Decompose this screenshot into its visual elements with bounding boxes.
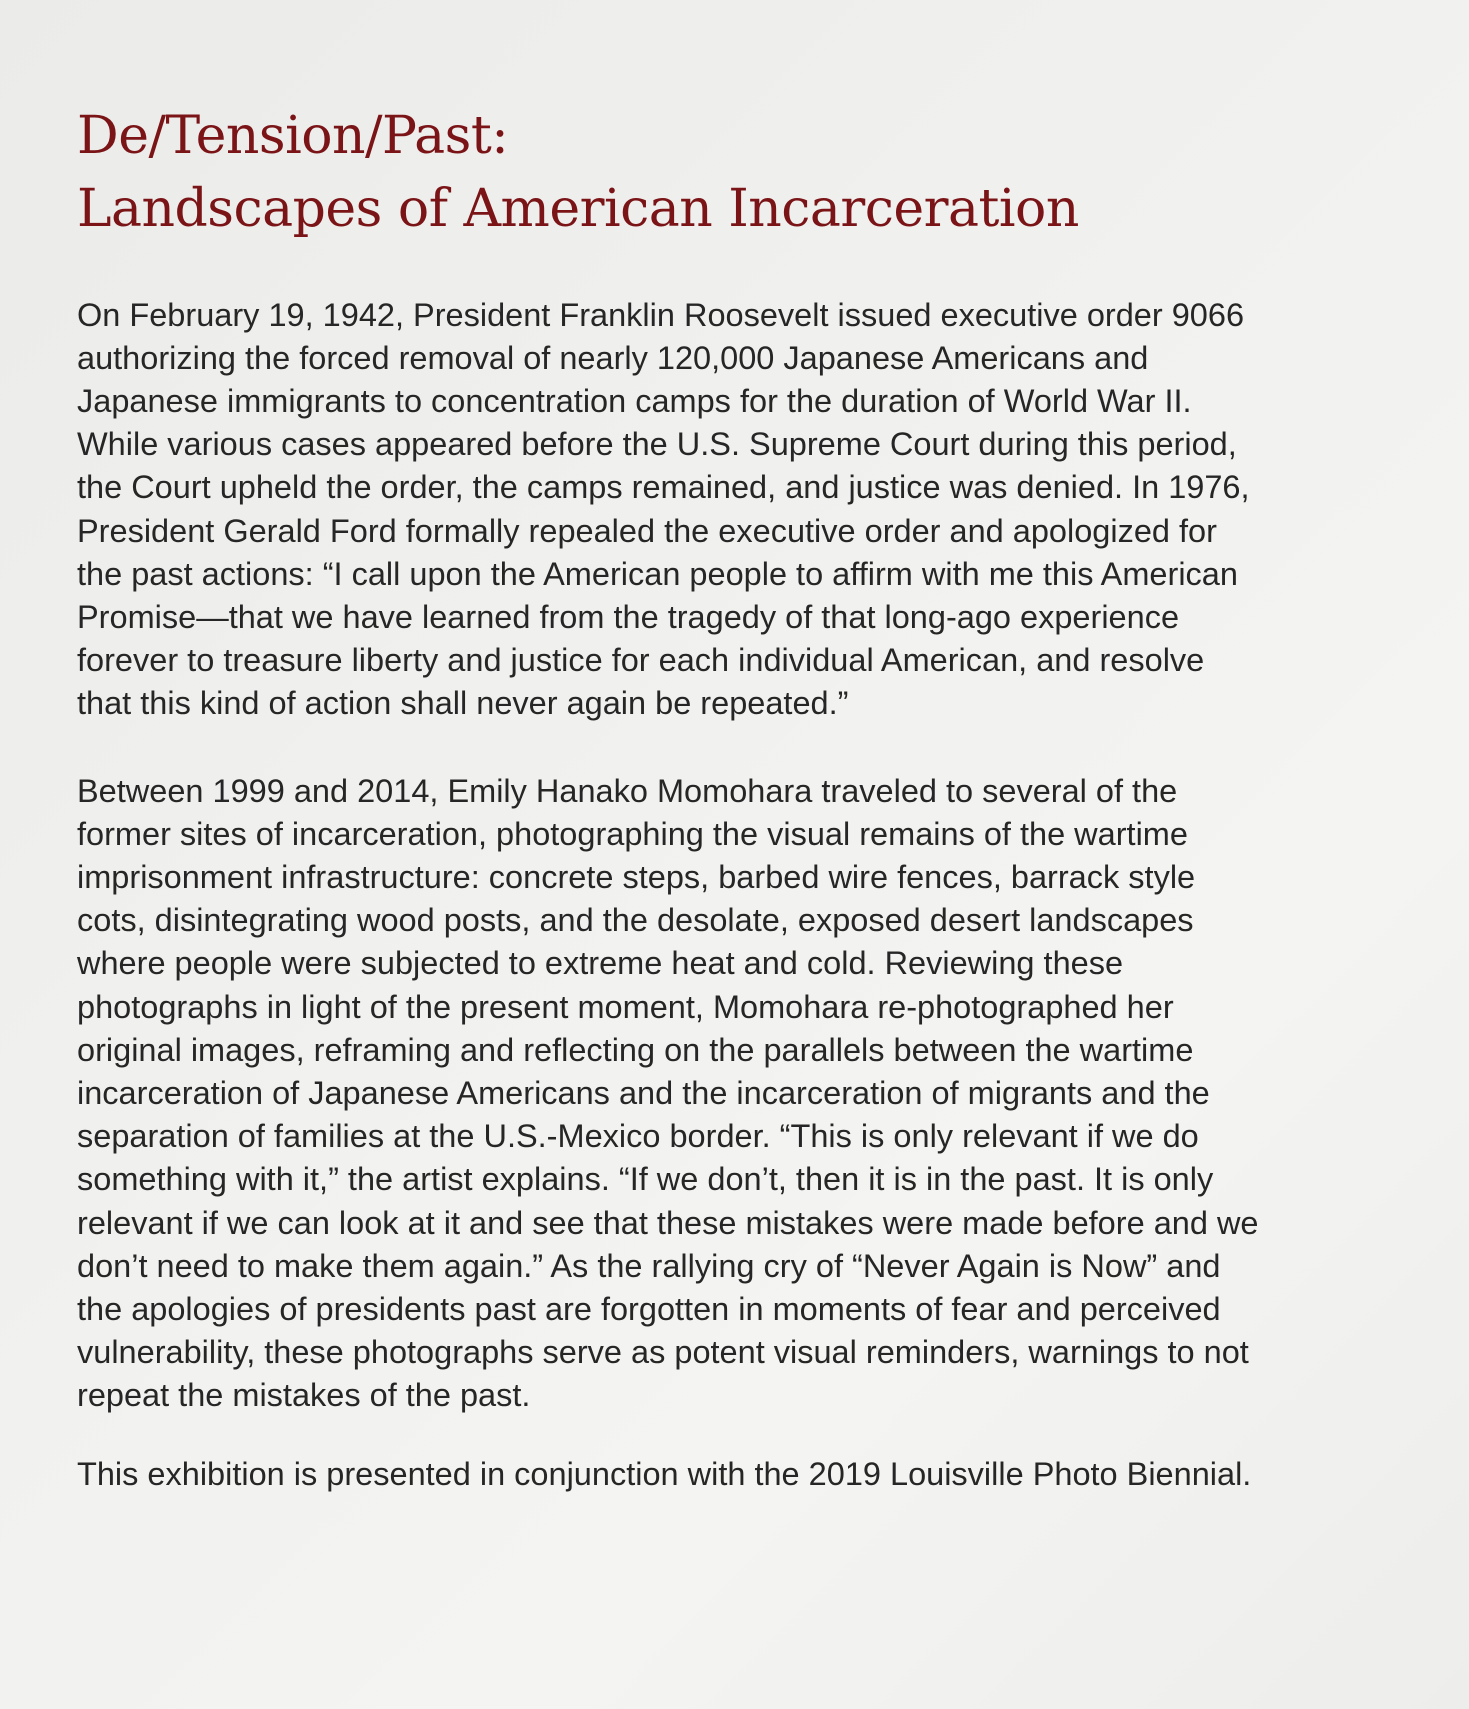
paragraph-history: [77, 294, 1417, 726]
paragraph-credit: [77, 1453, 1417, 1496]
text-line: the past actions: “I call upon the American people to affirm with me this American: [77, 555, 1238, 592]
text-line: original images, reframing and reflecting on the parallels between the wartime: [77, 1031, 1194, 1068]
text-line: the Court upheld the order, the camps remained, and justice was denied. In 1976,: [77, 469, 1250, 506]
text-line: Promise—that we have learned from the tragedy of that long-ago experience: [77, 599, 1180, 636]
text-line: Between 1999 and 2014, Emily Hanako Momohara traveled to several of the: [77, 772, 1178, 809]
exhibition-title: [77, 100, 1409, 246]
text-line: authorizing the forced removal of nearly 120,000 Japanese Americans and: [77, 339, 1149, 376]
text-line: vulnerability, these photographs serve as potent visual reminders, warnings to not: [77, 1334, 1249, 1371]
text-line: imprisonment infrastructure: concrete steps, barbed wire fences, barrack style: [77, 859, 1196, 896]
text-line: photographs in light of the present moment, Momohara re-photographed her: [77, 988, 1174, 1025]
text-line: don’t need to make them again.” As the rallying cry of “Never Again is Now” and: [77, 1247, 1221, 1284]
text-line: that this kind of action shall never again be repeated.”: [77, 685, 849, 722]
text-line: separation of families at the U.S.-Mexico border. “This is only relevant if we do: [77, 1118, 1199, 1155]
text-line: cots, disintegrating wood posts, and the desolate, exposed desert landscapes: [77, 902, 1194, 939]
text-line: former sites of incarceration, photographing the visual remains of the wartime: [77, 815, 1188, 852]
text-line: forever to treasure liberty and justice for each individual American, and resolve: [77, 642, 1205, 679]
title-line-1: De/Tension/Past:: [77, 106, 509, 166]
text-line: This exhibition is presented in conjunction with the 2019 Louisville Photo Biennial.: [77, 1455, 1252, 1492]
text-line: While various cases appeared before the U.S. Supreme Court during this period,: [77, 426, 1237, 463]
text-line: President Gerald Ford formally repealed the executive order and apologized for: [77, 512, 1217, 549]
text-line: repeat the mistakes of the past.: [77, 1377, 531, 1414]
text-line: Japanese immigrants to concentration camps for the duration of World War II.: [77, 383, 1192, 419]
text-line: incarceration of Japanese Americans and the incarceration of migrants and the: [77, 1075, 1210, 1112]
text-line: the apologies of presidents past are forgotten in moments of fear and perceived: [77, 1291, 1221, 1328]
text-line: where people were subjected to extreme heat and cold. Reviewing these: [77, 945, 1124, 982]
text-line: On February 19, 1942, President Franklin Roosevelt issued executive order 9066: [77, 296, 1245, 333]
text-line: something with it,” the artist explains. “If we don’t, then it is in the past. It is only: [77, 1161, 1214, 1198]
title-line-2: Landscapes of American Incarceration: [77, 178, 1079, 239]
text-line: relevant if we can look at it and see that these mistakes were made before and we: [77, 1204, 1259, 1241]
paragraph-artist: [77, 770, 1417, 1418]
